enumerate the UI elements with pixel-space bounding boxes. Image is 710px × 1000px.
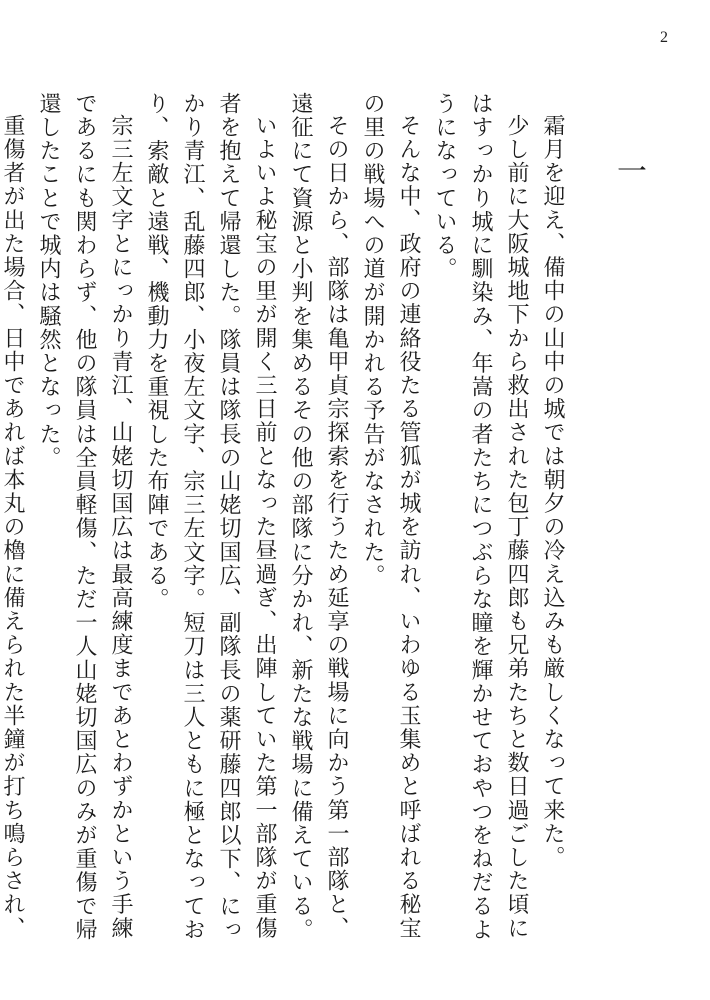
chapter-heading: 一	[611, 155, 646, 185]
page-number: 2	[660, 29, 668, 46]
paragraph: 重傷者が出た場合、日中であれば本丸の櫓に備えられた半鐘が打ち鳴らされ、	[0, 114, 25, 940]
paragraph: その日から、部隊は亀甲貞宗探索を行うため延享の戦場に向かう第一部隊と、遠征にて資源と小判を集めるその他の部隊に分かれ、新たな戦場に備えている。	[288, 92, 349, 942]
body-text	[0, 92, 570, 952]
paragraph: 霜月を迎え、備中の山中の城では朝夕の冷え込みも厳しくなって来た。	[540, 114, 565, 870]
paragraph: いよいよ秘宝の里が開く三日前となった昼過ぎ、出陣していた第一部隊が重傷者を抱えて帰還した。隊員は隊長の山姥切国広、副隊長の薬研藤四郎以下、にっかり青江、乱藤四郎、小夜左文字、宗三左文字。短刀は三人ともに極となっており、索敵と遠戦、機動力を重視した布陣である。	[144, 92, 277, 942]
paragraph: 少し前に大阪城地下から救出された包丁藤四郎も兄弟たちと数日過ごした頃にはすっかり城に馴染み、年嵩の者たちにつぶらな瞳を輝かせておやつをねだるようになっている。	[432, 92, 529, 942]
paragraph: そんな中、政府の連絡役たる管狐が城を訪れ、いわゆる玉集めと呼ばれる秘宝の里の戦場への道が開かれる予告がなされた。	[360, 92, 421, 940]
paragraph: 宗三左文字とにっかり青江、山姥切国広は最高練度まであとわずかという手練であるにも関わらず、他の隊員は全員軽傷、ただ一人山姥切国広のみが重傷で帰還したことで城内は騒然となった。	[36, 92, 133, 942]
